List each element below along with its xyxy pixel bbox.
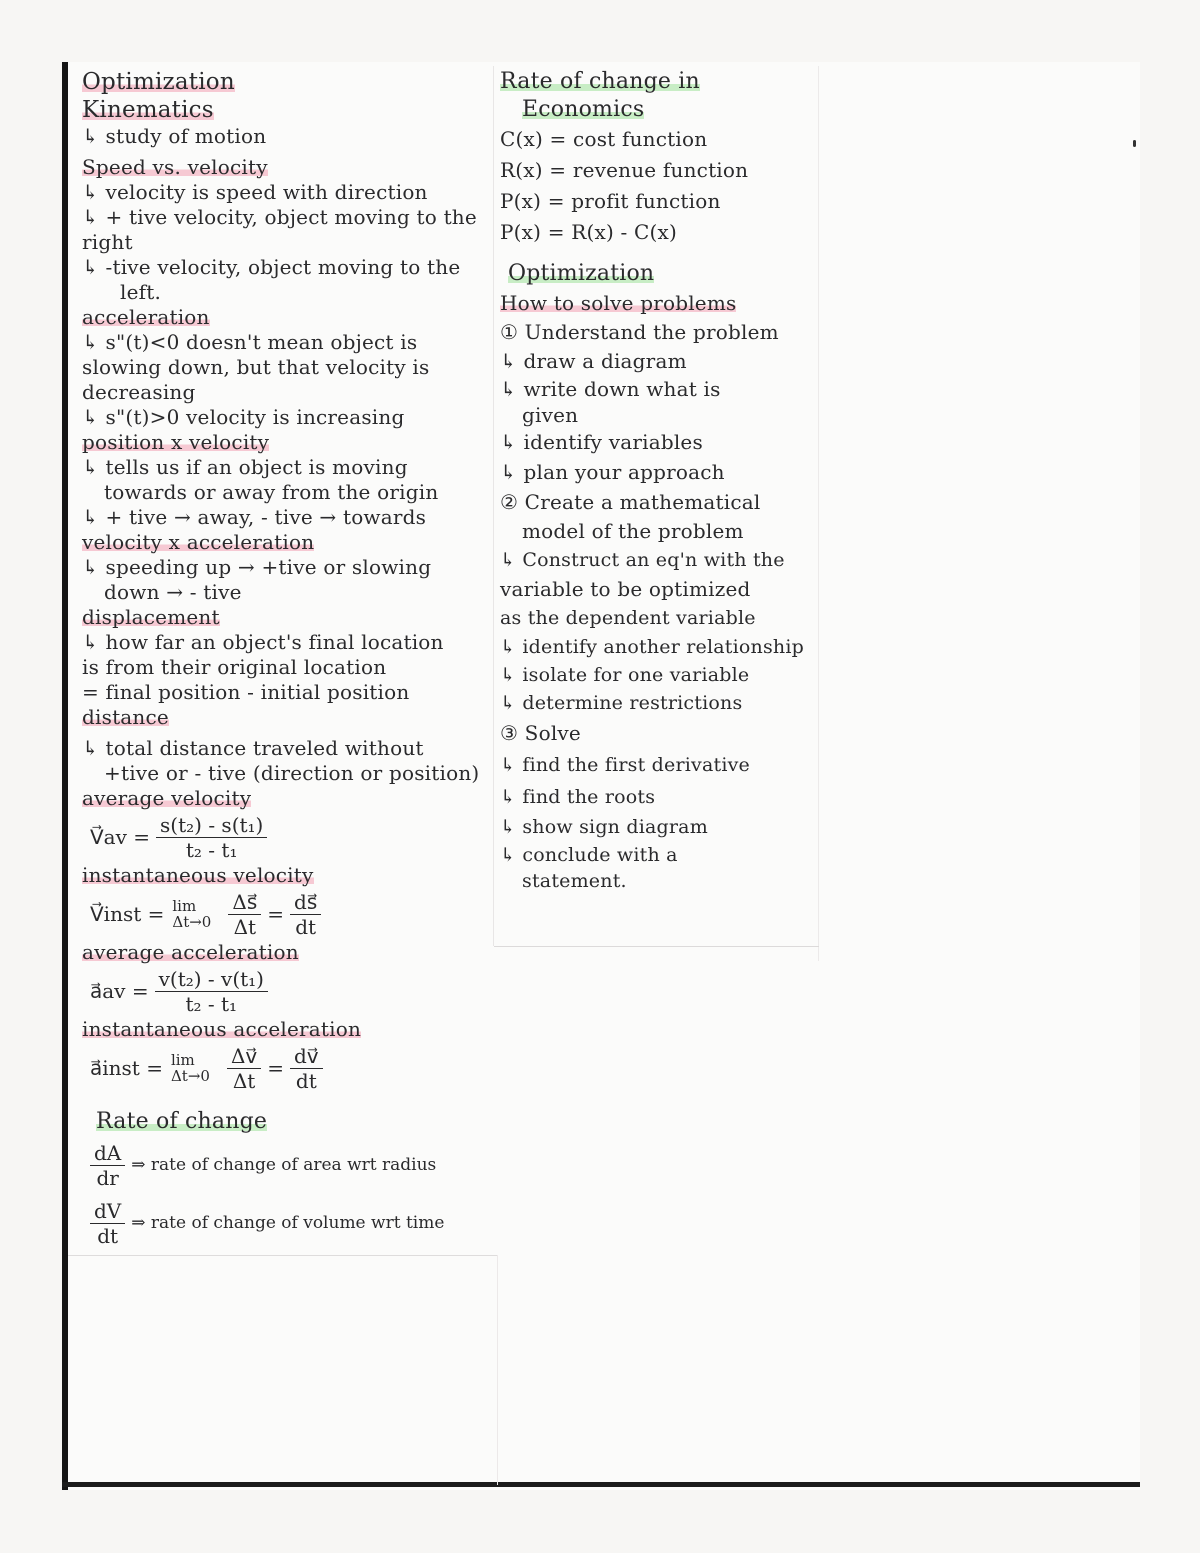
section-title-average-acceleration: average acceleration bbox=[82, 940, 299, 964]
note-line: = final position - initial position bbox=[82, 680, 410, 704]
note-line: slowing down, but that velocity is bbox=[82, 355, 430, 379]
note-line: P(x) = profit function bbox=[500, 189, 721, 213]
formula-lhs: a⃗av = bbox=[90, 979, 149, 1003]
fraction bbox=[155, 967, 268, 1016]
denominator: Δt bbox=[233, 914, 257, 939]
note-line: P(x) = R(x) - C(x) bbox=[500, 220, 678, 244]
fraction bbox=[290, 1044, 323, 1093]
denominator: dt bbox=[295, 914, 317, 939]
numerator: ds⃗ bbox=[290, 890, 321, 915]
note-line: ↳ Construct an eq'n with the bbox=[500, 549, 785, 571]
numerator: v(t₂) - v(t₁) bbox=[155, 967, 268, 992]
page-bottom-edge bbox=[62, 1482, 1140, 1487]
note-line: ↳ determine restrictions bbox=[500, 692, 743, 714]
note-line: ↳ s"(t)<0 doesn't mean object is bbox=[82, 330, 418, 354]
section-divider-left bbox=[68, 1255, 498, 1256]
note-line: ↳ identify another relationship bbox=[500, 636, 804, 658]
fraction bbox=[290, 890, 321, 939]
section-title-speed: Speed vs. velocity bbox=[82, 155, 268, 179]
heading-optimization: Optimization bbox=[82, 69, 235, 95]
numerator: Δv⃗ bbox=[227, 1044, 261, 1069]
note-line: ↳ study of motion bbox=[82, 124, 267, 148]
fraction bbox=[90, 1199, 125, 1248]
section-title-instantaneous-velocity: instantaneous velocity bbox=[82, 863, 314, 887]
heading-kinematics: Kinematics bbox=[82, 97, 214, 123]
note-line: ↳ write down what is bbox=[500, 377, 721, 401]
subheading-how-to-solve: How to solve problems bbox=[500, 291, 737, 315]
note-line: variable to be optimized bbox=[500, 577, 751, 601]
rate-of-change-volume bbox=[82, 1194, 492, 1252]
page-left-edge bbox=[62, 62, 68, 1490]
note-line: ↳ isolate for one variable bbox=[500, 664, 750, 686]
note-line: left. bbox=[120, 280, 162, 304]
equals-sign: = bbox=[267, 902, 285, 926]
note-line: ↳ find the roots bbox=[500, 786, 656, 808]
rate-of-change-area bbox=[82, 1136, 492, 1194]
note-line: ↳ speeding up → +tive or slowing bbox=[82, 555, 432, 579]
note-line: ↳ + tive → away, - tive → towards bbox=[82, 505, 427, 529]
note-line: ↳ -tive velocity, object moving to the bbox=[82, 255, 461, 279]
fraction bbox=[90, 1141, 125, 1190]
note-line: ↳ velocity is speed with direction bbox=[82, 180, 428, 204]
formula-average-velocity bbox=[82, 811, 492, 863]
note-line: statement. bbox=[522, 870, 627, 892]
denominator: t₂ - t₁ bbox=[185, 991, 238, 1016]
formula-lhs: V⃗av = bbox=[90, 825, 151, 849]
section-title-distance: distance bbox=[82, 705, 169, 729]
note-line: ↳ total distance traveled without bbox=[82, 736, 424, 760]
section-title-instantaneous-acceleration: instantaneous acceleration bbox=[82, 1017, 362, 1041]
note-line: ↳ identify variables bbox=[500, 430, 703, 454]
heading-rate-of-change-economics: Rate of change in bbox=[500, 69, 700, 94]
note-line: ↳ + tive velocity, object moving to the bbox=[82, 205, 477, 229]
numerator: dv⃗ bbox=[290, 1044, 323, 1069]
rate-description: ⇒ rate of change of volume wrt time bbox=[131, 1213, 445, 1233]
formula-instantaneous-velocity bbox=[82, 888, 492, 940]
fraction bbox=[228, 890, 261, 939]
denominator: t₂ - t₁ bbox=[185, 837, 238, 862]
right-column bbox=[500, 68, 820, 894]
formula-instantaneous-acceleration bbox=[82, 1042, 492, 1094]
pen-mark bbox=[1133, 140, 1136, 147]
note-line: down → - tive bbox=[104, 580, 242, 604]
equals-sign: = bbox=[267, 1056, 284, 1080]
note-line: +tive or - tive (direction or position) bbox=[104, 761, 480, 785]
formula-average-acceleration bbox=[82, 965, 492, 1017]
note-line: is from their original location bbox=[82, 655, 387, 679]
denominator: Δt bbox=[232, 1068, 256, 1093]
formula-lhs: V⃗inst = bbox=[90, 902, 165, 926]
section-divider-bottom bbox=[497, 1255, 498, 1485]
formula-lhs: a⃗inst = bbox=[90, 1056, 163, 1080]
limit-notation: lim Δt→0 bbox=[170, 1051, 210, 1085]
section-divider-right bbox=[494, 946, 819, 947]
note-line: ↳ s"(t)>0 velocity is increasing bbox=[82, 405, 405, 429]
note-line: ↳ how far an object's final location bbox=[82, 630, 444, 654]
step-2: ② Create a mathematical bbox=[500, 490, 761, 514]
note-line: ↳ find the first derivative bbox=[500, 754, 750, 776]
column-divider bbox=[493, 66, 494, 946]
step-3: ③ Solve bbox=[500, 721, 581, 745]
note-line: ↳ plan your approach bbox=[500, 460, 725, 484]
heading-rate-of-change: Rate of change bbox=[96, 1109, 268, 1134]
note-line: towards or away from the origin bbox=[104, 480, 439, 504]
note-line: R(x) = revenue function bbox=[500, 158, 749, 182]
note-line: as the dependent variable bbox=[500, 607, 756, 629]
numerator: Δs⃗ bbox=[228, 890, 261, 915]
numerator: dA bbox=[90, 1141, 125, 1166]
numerator: dV bbox=[90, 1199, 125, 1224]
heading-economics: Economics bbox=[522, 97, 645, 122]
note-line: model of the problem bbox=[522, 519, 744, 543]
note-line: decreasing bbox=[82, 380, 196, 404]
fraction bbox=[227, 1044, 261, 1093]
note-line: ↳ show sign diagram bbox=[500, 816, 708, 838]
note-line: ↳ tells us if an object is moving bbox=[82, 455, 408, 479]
denominator: dr bbox=[96, 1165, 119, 1190]
note-line: given bbox=[522, 403, 579, 427]
section-title-position-velocity: position x velocity bbox=[82, 430, 270, 454]
denominator: dt bbox=[97, 1223, 119, 1248]
step-1: ① Understand the problem bbox=[500, 320, 779, 344]
numerator: s(t₂) - s(t₁) bbox=[156, 813, 267, 838]
limit-notation: lim Δt→0 bbox=[172, 897, 212, 931]
left-column bbox=[82, 68, 492, 1252]
heading-optimization-right: Optimization bbox=[508, 261, 655, 286]
section-title-velocity-acceleration: velocity x acceleration bbox=[82, 530, 315, 554]
fraction bbox=[156, 813, 267, 862]
note-line: C(x) = cost function bbox=[500, 127, 708, 151]
section-title-displacement: displacement bbox=[82, 605, 220, 629]
denominator: dt bbox=[295, 1068, 317, 1093]
note-line: ↳ draw a diagram bbox=[500, 349, 687, 373]
note-line: right bbox=[82, 230, 133, 254]
section-title-average-velocity: average velocity bbox=[82, 786, 252, 810]
note-line: ↳ conclude with a bbox=[500, 844, 678, 866]
rate-description: ⇒ rate of change of area wrt radius bbox=[131, 1155, 437, 1175]
section-title-acceleration: acceleration bbox=[82, 305, 210, 329]
